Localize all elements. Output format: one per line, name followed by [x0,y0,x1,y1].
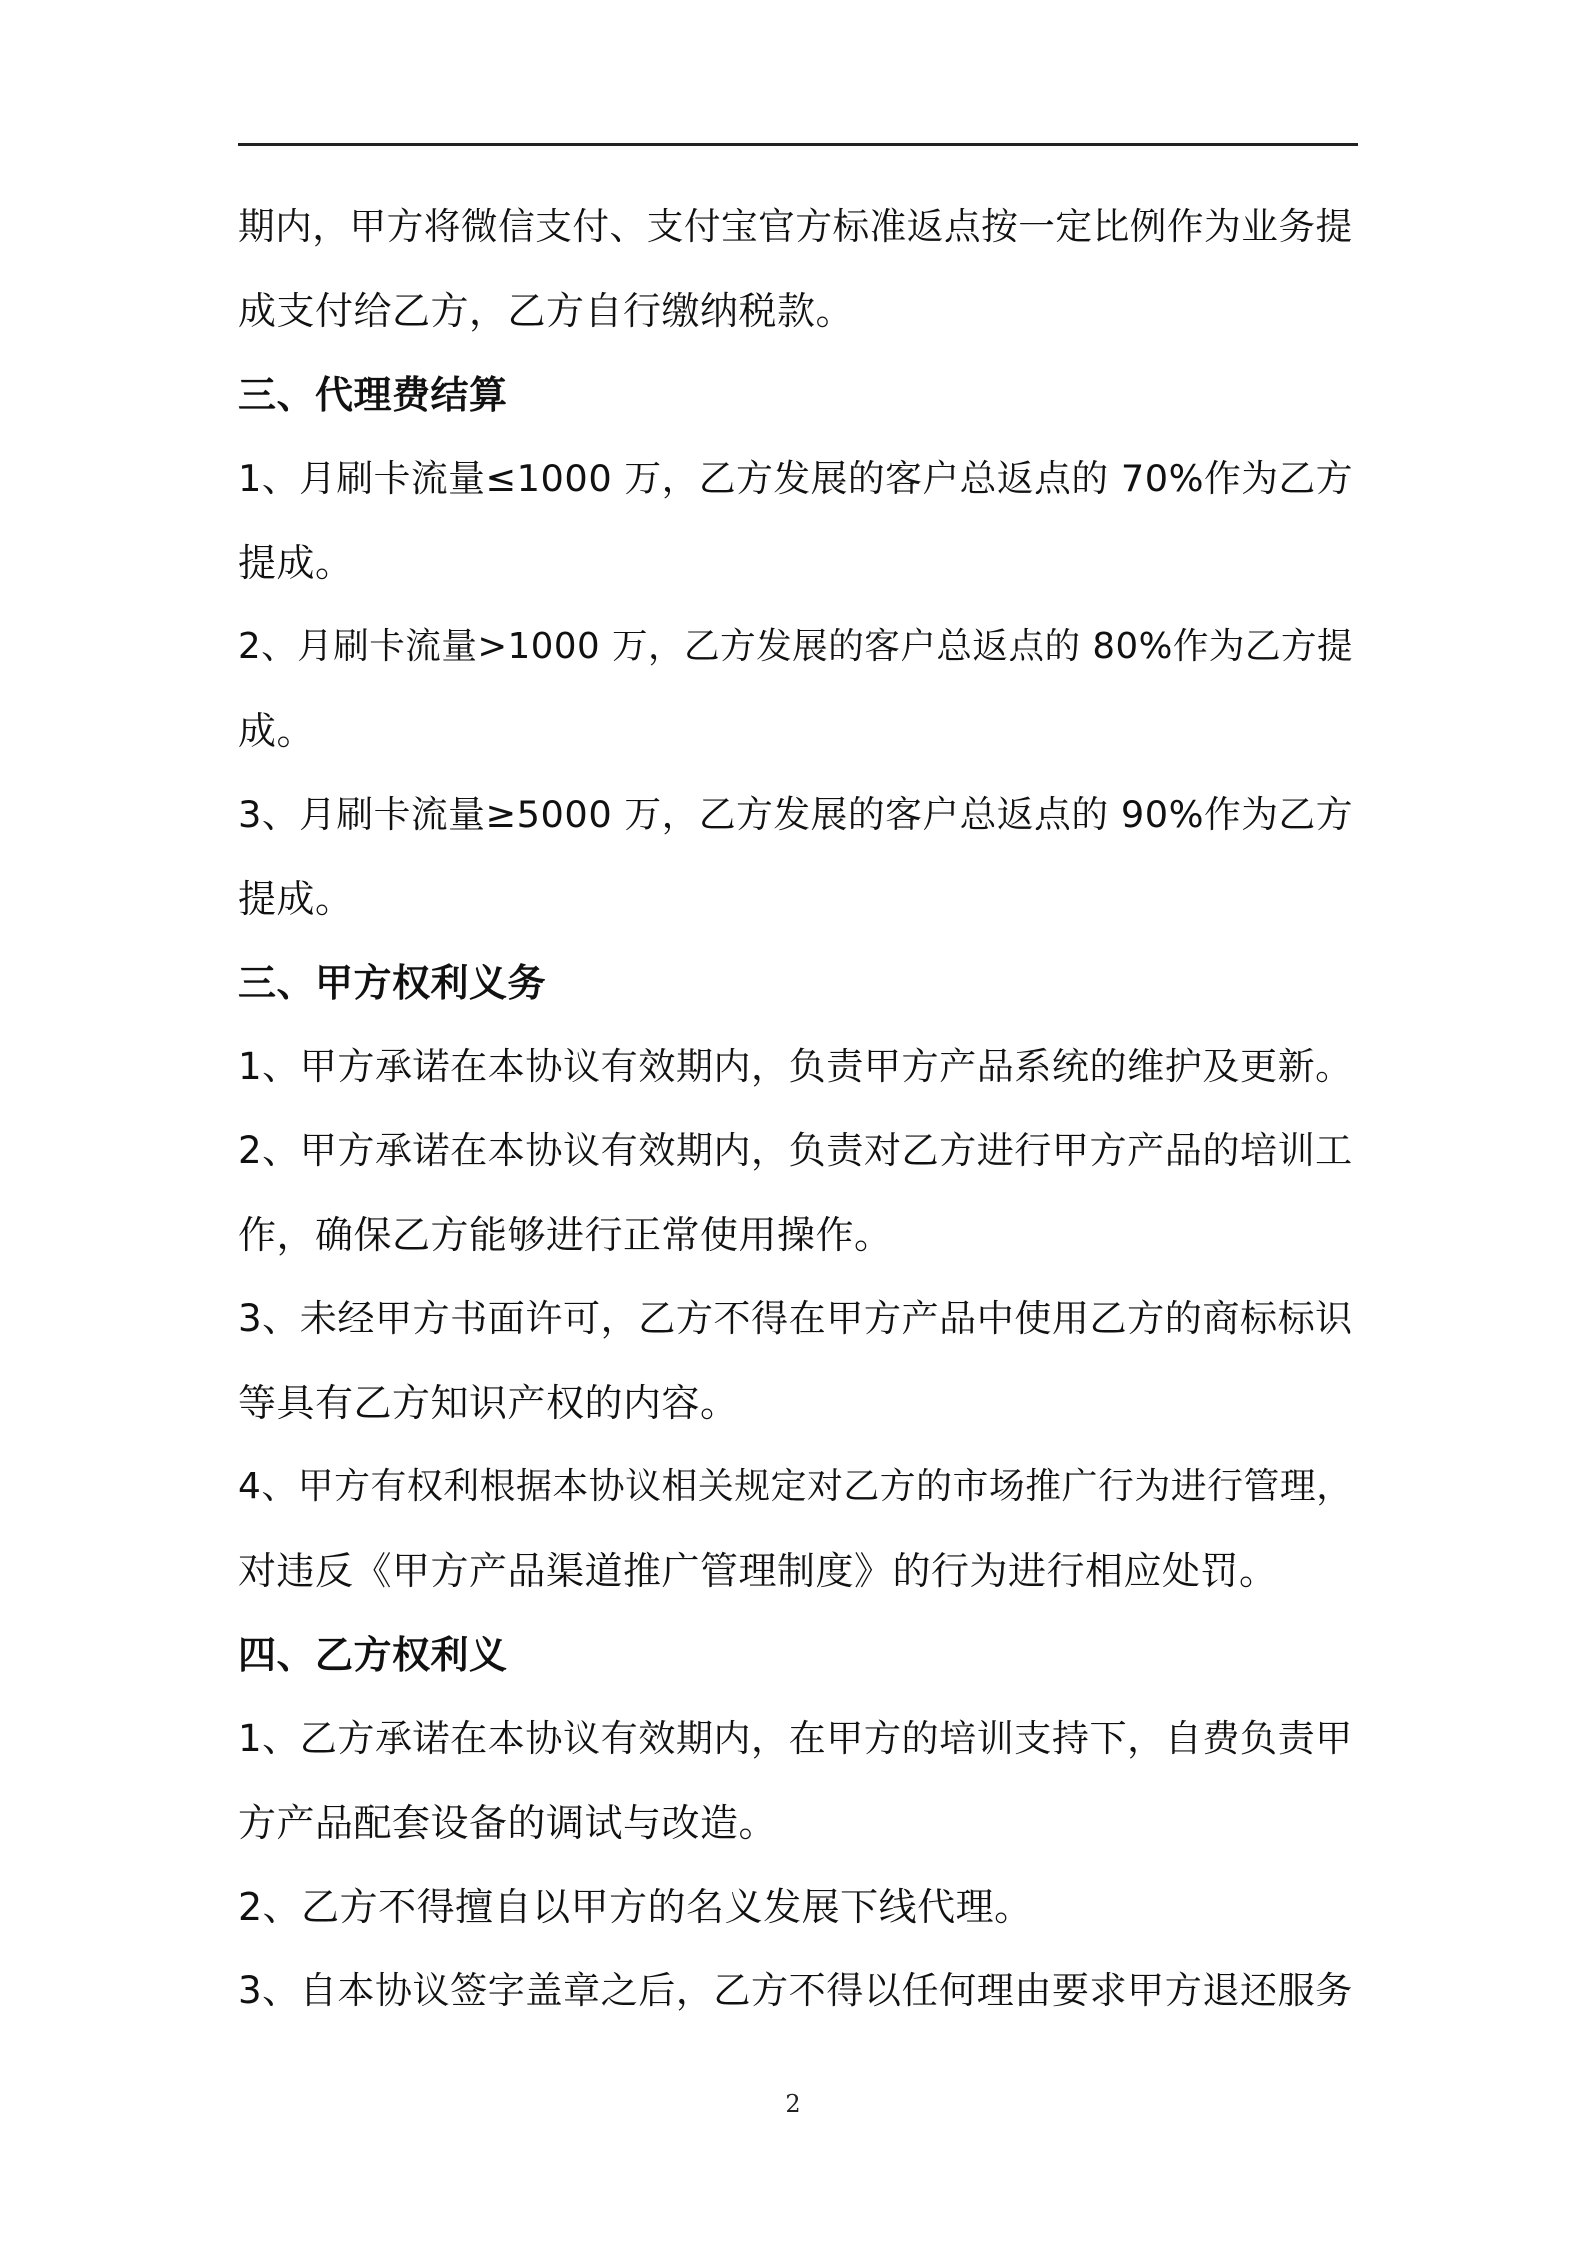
text-line: 成支付给乙方，乙方自行缴纳税款。 [238,289,855,333]
text-line: 3、月刷卡流量≥5000 万，乙方发展的客户总返点的 90%作为乙方 [238,793,1353,836]
document-body [238,185,1358,2033]
text-line: 4、甲方有权利根据本协议相关规定对乙方的市场推广行为进行管理， [238,1466,1353,1507]
text-line: 2、月刷卡流量>1000 万，乙方发展的客户总返点的 80%作为乙方提 [238,626,1354,667]
text-line: 1、甲方承诺在本协议有效期内，负责甲方产品系统的维护及更新。 [238,1045,1353,1088]
text-line: 对违反《甲方产品渠道推广管理制度》的行为进行相应处罚。 [238,1549,1278,1593]
text-line: 期内，甲方将微信支付、支付宝官方标准返点按一定比例作为业务提 [238,205,1353,248]
text-line: 2、甲方承诺在本协议有效期内，负责对乙方进行甲方产品的培训工 [238,1129,1353,1172]
section-heading: 四、乙方权利义 [238,1633,508,1677]
text-line: 方产品配套设备的调试与改造。 [238,1801,778,1845]
text-line: 成。 [238,709,316,753]
text-line: 1、月刷卡流量≤1000 万，乙方发展的客户总返点的 70%作为乙方 [238,457,1353,500]
text-line: 提成。 [238,877,354,921]
header-rule [238,143,1358,146]
text-line: 作，确保乙方能够进行正常使用操作。 [238,1213,893,1257]
text-line: 等具有乙方知识产权的内容。 [238,1381,739,1425]
text-line: 提成。 [238,541,354,585]
page-number: 2 [785,2090,801,2118]
text-line: 1、乙方承诺在本协议有效期内，在甲方的培训支持下，自费负责甲 [238,1717,1353,1760]
text-line: 2、乙方不得擅自以甲方的名义发展下线代理。 [238,1885,1033,1929]
section-heading: 三、代理费结算 [238,373,508,417]
text-line: 3、自本协议签字盖章之后，乙方不得以任何理由要求甲方退还服务 [238,1969,1353,2012]
text-line: 3、未经甲方书面许可，乙方不得在甲方产品中使用乙方的商标标识 [238,1297,1353,1340]
section-heading: 三、甲方权利义务 [238,961,547,1005]
